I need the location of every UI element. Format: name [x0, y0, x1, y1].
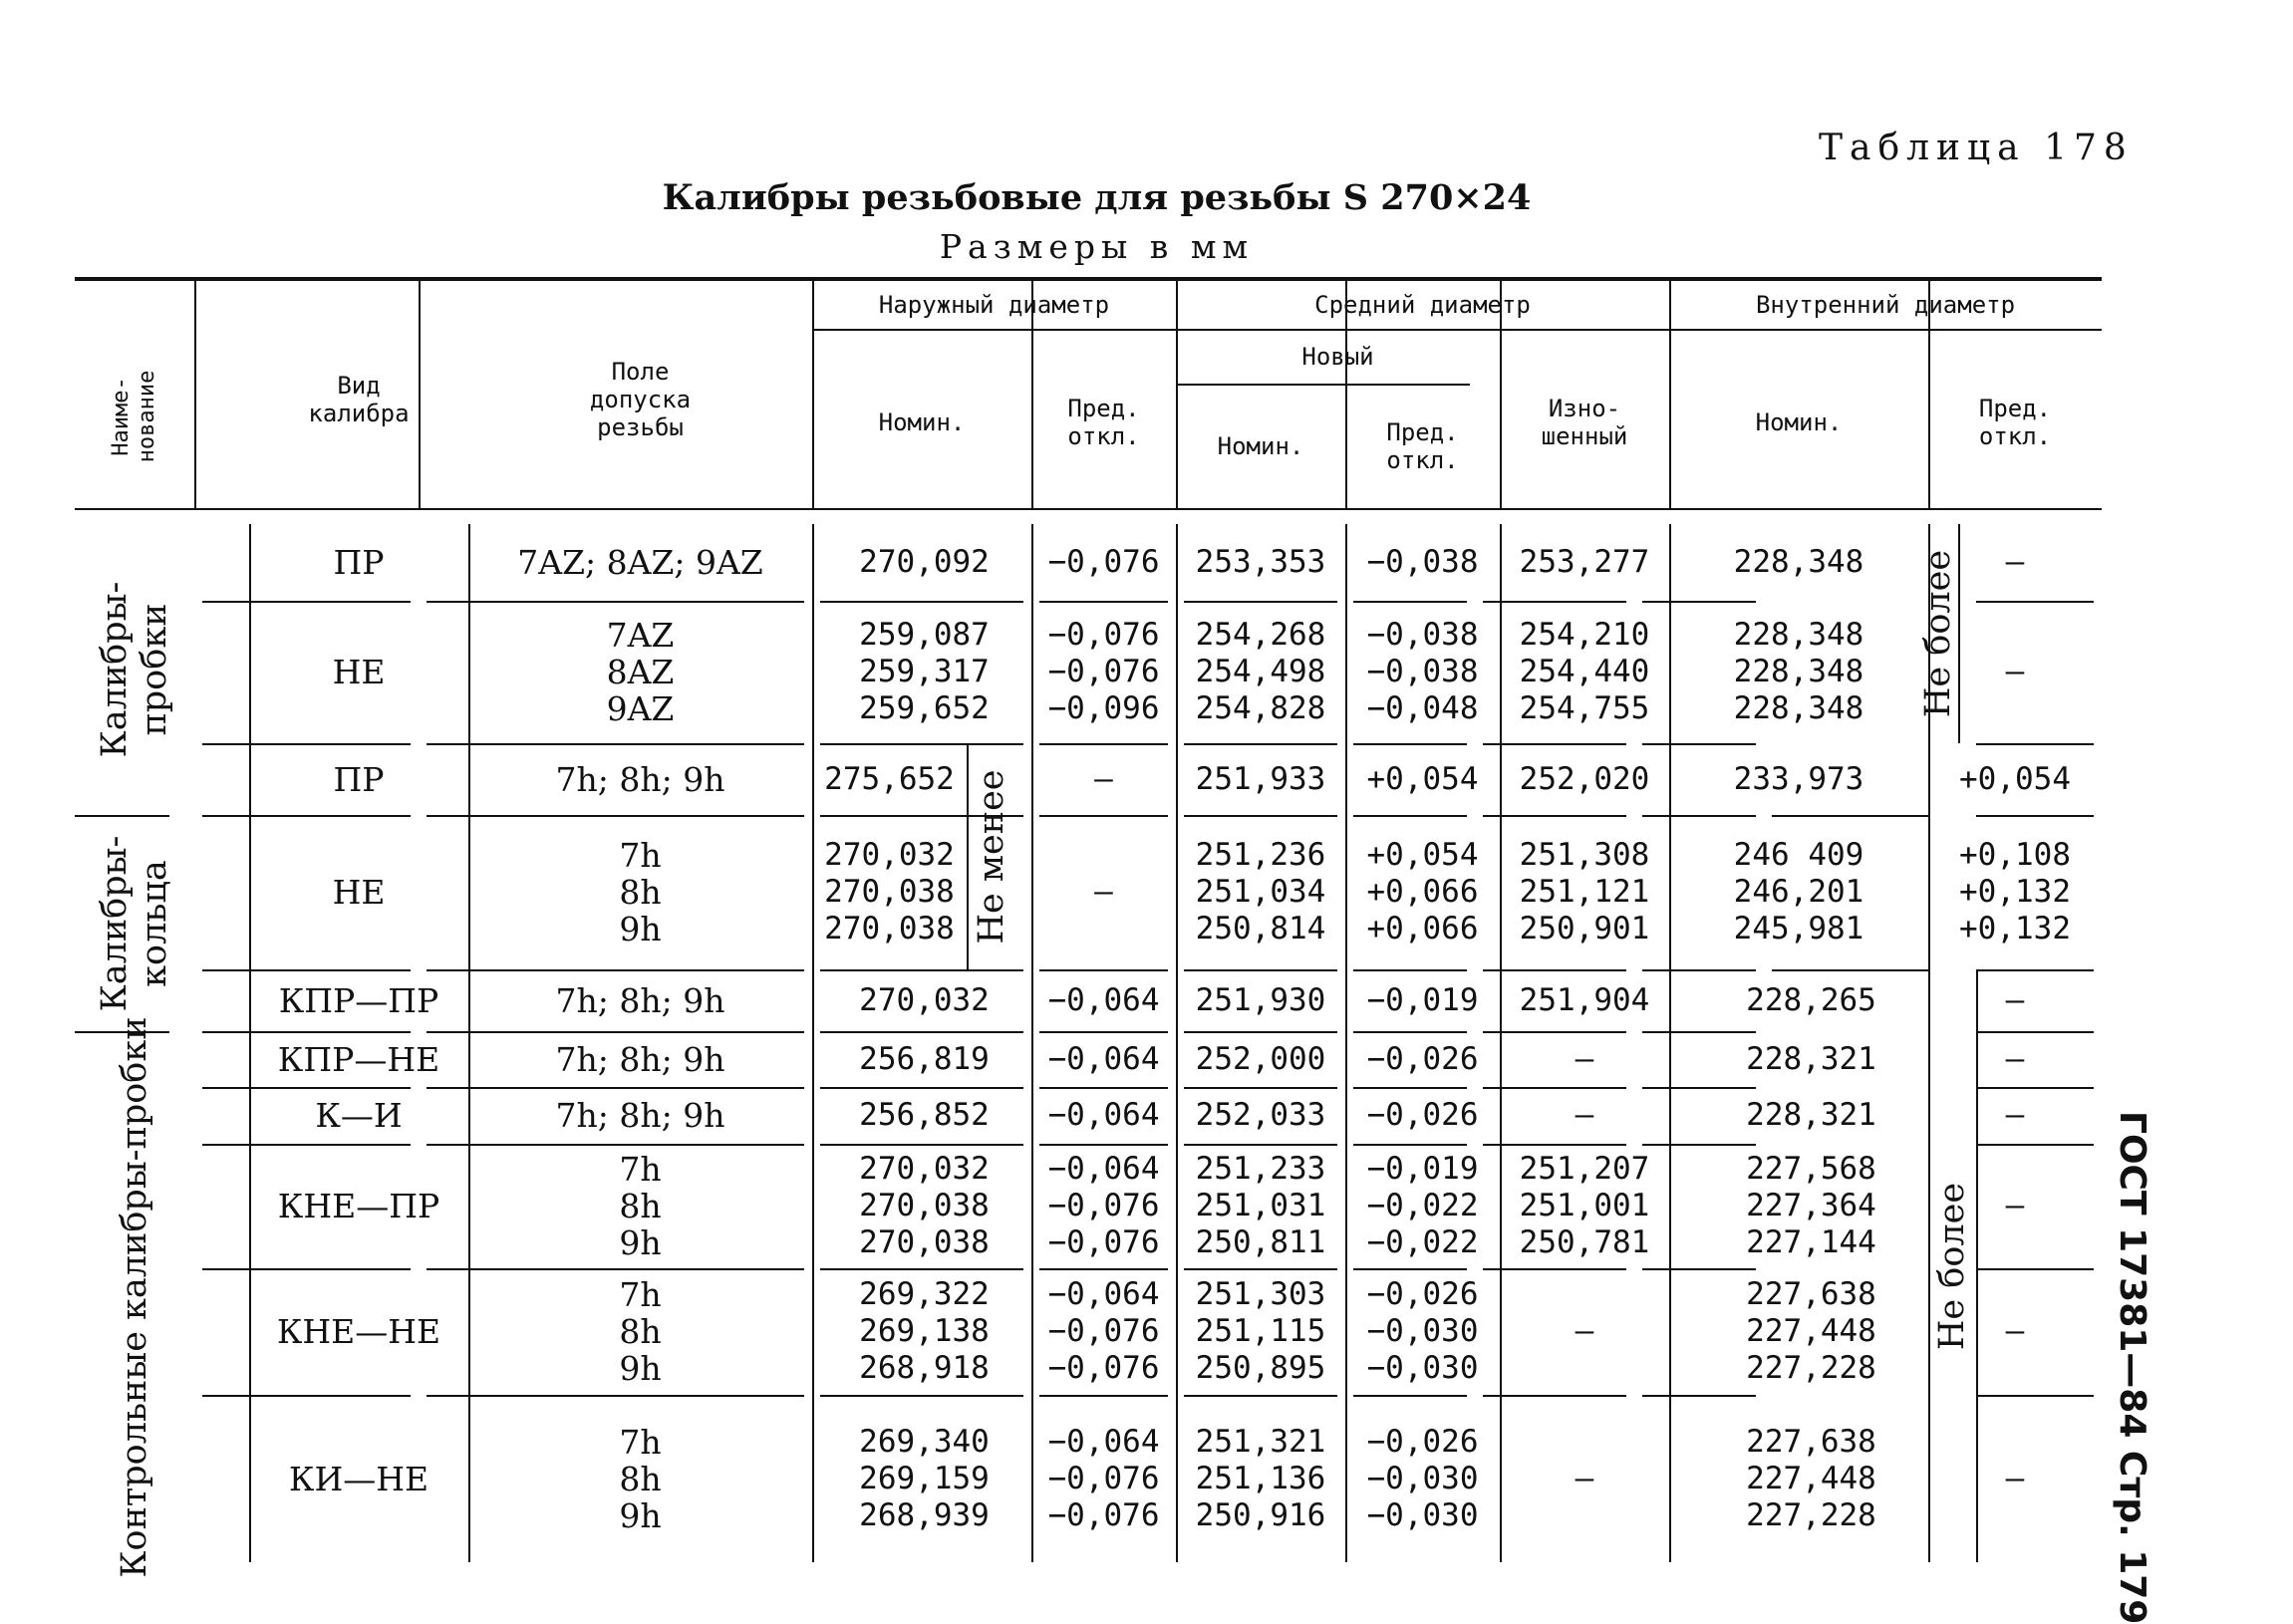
- cell-on: 256,819: [859, 1040, 990, 1077]
- cell-tol: 7AZ 8AZ 9AZ: [606, 616, 675, 728]
- cell-mw: —: [1575, 1460, 1594, 1496]
- cell-kind: ПР: [333, 543, 385, 582]
- cell-kind: КПР—НЕ: [277, 1039, 440, 1079]
- cell-mw: 253,277: [1519, 544, 1650, 580]
- rule-h: [1774, 329, 2102, 331]
- rule-v: [194, 281, 196, 508]
- cell-id: —: [2005, 654, 2025, 689]
- cell-kind: КИ—НЕ: [288, 1459, 430, 1498]
- note-not-more-control: Не более: [1932, 1182, 1972, 1350]
- cell-mw: —: [1575, 1313, 1594, 1349]
- cell-md: −0,019: [1366, 981, 1479, 1018]
- cell-tol: 7h 8h 9h: [619, 836, 662, 948]
- cell-on: 270,032: [859, 981, 990, 1018]
- cell-on: 275,652: [824, 760, 955, 797]
- cell-mn: 251,933: [1195, 760, 1326, 797]
- cell-tol: 7h 8h 9h: [619, 1422, 662, 1535]
- cell-md: −0,019 −0,022 −0,022: [1366, 1151, 1479, 1260]
- cell-od: −0,076 −0,076 −0,096: [1047, 617, 1160, 726]
- header-outer-dev: Пред. откл.: [1067, 395, 1140, 450]
- cell-md: −0,026: [1366, 1097, 1479, 1133]
- cell-id: —: [2005, 981, 2025, 1018]
- cell-mw: 254,210 254,440 254,755: [1519, 617, 1650, 726]
- cell-in: 228,348: [1733, 544, 1864, 580]
- cell-in: 246 409 246,201 245,981: [1733, 837, 1864, 947]
- cell-kind: КПР—ПР: [278, 980, 439, 1020]
- cell-mw: 251,207 251,001 250,781: [1519, 1151, 1650, 1260]
- header-outer-diameter: Наружный диаметр: [878, 291, 1110, 319]
- cell-mn: 251,321 251,136 250,916: [1195, 1423, 1326, 1533]
- header-tolerance: Поле допуска резьбы: [589, 357, 692, 441]
- header-middle-diameter: Средний диаметр: [1314, 291, 1531, 319]
- rule-h: [75, 508, 2102, 510]
- cell-mn: 254,268 254,498 254,828: [1195, 617, 1326, 726]
- header-outer-nom: Номин.: [878, 408, 966, 436]
- cell-mn: 251,233 251,031 250,811: [1195, 1151, 1326, 1260]
- rule-v: [812, 524, 814, 1562]
- cell-id: —: [2005, 1188, 2025, 1223]
- cell-tol: 7h; 8h; 9h: [555, 759, 725, 799]
- cell-kind: КНЕ—ПР: [277, 1187, 440, 1225]
- cell-tol: 7h; 8h; 9h: [555, 1039, 725, 1079]
- cell-on: 270,032 270,038 270,038: [859, 1151, 990, 1260]
- cell-md: −0,026: [1366, 1040, 1479, 1077]
- cell-kind: К—И: [315, 1096, 403, 1135]
- cell-tol: 7h 8h 9h: [619, 1275, 662, 1388]
- cell-kind: НЕ: [332, 653, 386, 691]
- cell-mw: —: [1575, 1040, 1594, 1077]
- table-title: Калибры резьбовые для резьбы S 270×24: [662, 177, 1532, 218]
- page-side-label: ГОСТ 17381—84 Стр. 179: [2112, 1111, 2152, 1624]
- cell-od: −0,076: [1047, 544, 1160, 580]
- header-inner-nom: Номин.: [1755, 408, 1843, 436]
- note-not-less-rings: Не менее: [972, 768, 1011, 945]
- header-new: Новый: [1301, 342, 1374, 371]
- cell-in: 227,638 227,448 227,228: [1746, 1276, 1876, 1386]
- cell-id: +0,108 +0,132 +0,132: [1959, 837, 2071, 947]
- cell-id: +0,054: [1959, 760, 2071, 797]
- cell-tol: 7AZ; 8AZ; 9AZ: [517, 543, 763, 582]
- header-middle-dev: Пред. откл.: [1386, 417, 1459, 474]
- cell-mn: 252,000: [1195, 1040, 1326, 1077]
- cell-tol: 7h; 8h; 9h: [555, 1096, 725, 1135]
- group-plugs: Калибры- пробки: [95, 581, 174, 758]
- cell-on: 269,340 269,159 268,939: [859, 1423, 990, 1533]
- cell-on: 259,087 259,317 259,652: [859, 617, 990, 726]
- header-kind: Вид калибра: [308, 371, 410, 427]
- cell-on: 256,852: [859, 1097, 990, 1133]
- note-not-more-plugs: Не более: [1918, 549, 1958, 718]
- cell-od: −0,064: [1047, 1097, 1160, 1133]
- header-inner-diameter: Внутренний диаметр: [1755, 291, 2016, 319]
- cell-in: 228,265: [1746, 981, 1876, 1018]
- cell-od: −0,064 −0,076 −0,076: [1047, 1276, 1160, 1386]
- cell-md: +0,054: [1366, 760, 1479, 797]
- cell-od: —: [1094, 874, 1113, 910]
- cell-on: 270,032 270,038 270,038: [824, 837, 955, 947]
- rule-h: [75, 815, 169, 817]
- header-name: Наиме- нование: [109, 370, 159, 463]
- cell-mn: 251,236 251,034 250,814: [1195, 837, 1326, 947]
- cell-md: +0,054 +0,066 +0,066: [1366, 837, 1479, 947]
- cell-id: —: [2005, 1313, 2025, 1349]
- cell-od: −0,064: [1047, 1040, 1160, 1077]
- header-middle-nom: Номин.: [1217, 431, 1304, 460]
- cell-mw: 251,904: [1519, 981, 1650, 1018]
- cell-id: —: [2005, 1097, 2025, 1133]
- group-rings: Калибры- кольца: [95, 835, 174, 1011]
- cell-od: −0,064: [1047, 981, 1160, 1018]
- table-number: Таблица 178: [1819, 128, 2134, 168]
- cell-id: —: [2005, 544, 2025, 580]
- cell-mw: 251,308 251,121 250,901: [1519, 837, 1650, 947]
- cell-mn: 253,353: [1195, 544, 1326, 580]
- cell-mn: 252,033: [1195, 1097, 1326, 1133]
- cell-od: −0,064 −0,076 −0,076: [1047, 1423, 1160, 1533]
- cell-in: 227,568 227,364 227,144: [1746, 1151, 1876, 1260]
- cell-on: 269,322 269,138 268,918: [859, 1276, 990, 1386]
- cell-md: −0,038 −0,038 −0,048: [1366, 617, 1479, 726]
- cell-mw: —: [1575, 1097, 1594, 1133]
- cell-od: −0,064 −0,076 −0,076: [1047, 1151, 1160, 1260]
- cell-mn: 251,303 251,115 250,895: [1195, 1276, 1326, 1386]
- group-control: Контрольные калибры-пробки: [115, 1015, 154, 1578]
- units-caption: Размеры в мм: [939, 227, 1255, 266]
- cell-kind: ПР: [333, 759, 385, 799]
- header-inner-dev: Пред. откл.: [1978, 395, 2052, 450]
- cell-kind: НЕ: [332, 873, 386, 912]
- cell-in: 233,973: [1733, 760, 1864, 797]
- cell-in: 228,321: [1746, 1097, 1876, 1133]
- cell-id: —: [2005, 1040, 2025, 1077]
- gauge-dimensions-table: [75, 277, 2102, 1578]
- cell-tol: 7h 8h 9h: [619, 1150, 662, 1262]
- cell-mw: 252,020: [1519, 760, 1650, 797]
- cell-tol: 7h; 8h; 9h: [555, 980, 725, 1020]
- cell-md: −0,038: [1366, 544, 1479, 580]
- cell-on: 270,092: [859, 544, 990, 580]
- cell-in: 227,638 227,448 227,228: [1746, 1423, 1876, 1533]
- cell-md: −0,026 −0,030 −0,030: [1366, 1423, 1479, 1533]
- cell-mn: 251,930: [1195, 981, 1326, 1018]
- cell-in: 228,321: [1746, 1040, 1876, 1077]
- cell-in: 228,348 228,348 228,348: [1733, 617, 1864, 726]
- cell-id: —: [2005, 1460, 2025, 1496]
- header-worn: Изно- шенный: [1541, 395, 1628, 450]
- cell-od: —: [1094, 760, 1113, 797]
- cell-kind: КНЕ—НЕ: [276, 1312, 441, 1351]
- cell-md: −0,026 −0,030 −0,030: [1366, 1276, 1479, 1386]
- rule-h: [812, 329, 1176, 331]
